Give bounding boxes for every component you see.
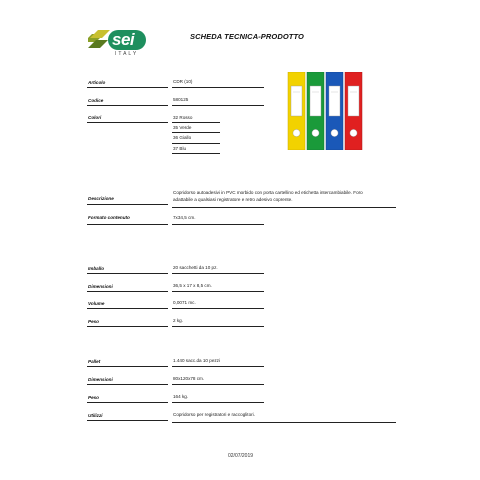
binder-yellow <box>288 72 305 150</box>
value-codice: 580125 <box>173 97 189 102</box>
value-pallet-dimensioni: 80x120x78 cm. <box>173 376 205 381</box>
value-descrizione-line2: adattabile a qualsiasi registratore e retro adesivo coprente. <box>173 197 293 202</box>
value-pallet: 1.440 sacc.da 10 pezzi <box>173 358 220 363</box>
label-articolo: Articolo <box>88 80 106 85</box>
value-peso: 2 kg. <box>173 318 183 323</box>
label-imballo: Imballo <box>88 266 105 271</box>
label-pallet-dimensioni: Dimensioni <box>88 377 113 382</box>
label-volume: Volume <box>88 301 105 306</box>
document-date: 02/07/2019 <box>228 453 254 459</box>
divider <box>172 122 220 123</box>
value-dimensioni: 36,5 x 17 x 8,5 cm. <box>173 283 212 288</box>
value-colore-4: 37 Blu <box>173 146 187 151</box>
value-formato: 7x34,5 cm. <box>173 215 196 220</box>
binder-green <box>307 72 324 150</box>
divider <box>87 308 168 309</box>
divider <box>87 402 168 403</box>
divider <box>172 153 220 154</box>
divider <box>172 422 396 423</box>
divider <box>172 402 264 403</box>
value-colore-2: 35 Verde <box>173 125 192 130</box>
page-title: SCHEDA TECNICA-PRODOTTO <box>190 32 304 41</box>
divider <box>87 366 168 367</box>
divider <box>87 420 168 421</box>
divider <box>87 122 168 123</box>
divider <box>87 273 168 274</box>
value-pallet-peso: 164 kg. <box>173 394 189 399</box>
binder-blue <box>326 72 343 150</box>
value-descrizione-line1: Copridorso autoadesivi in PVC morbido con porta cartellino ed etichetta intercambiabile. Foro <box>173 190 363 195</box>
divider <box>87 326 168 327</box>
value-articolo: CDR (10) <box>173 79 193 84</box>
divider <box>87 105 168 106</box>
divider <box>87 291 168 292</box>
label-colori: Colori <box>88 115 102 120</box>
divider <box>172 132 220 133</box>
divider <box>172 105 264 106</box>
binder-red <box>345 72 362 150</box>
divider <box>172 326 264 327</box>
value-colore-1: 32 Rosso <box>173 115 193 120</box>
value-imballo: 20 sacchetti da 10 pz. <box>173 265 218 270</box>
value-volume: 0,0071 mc. <box>173 300 196 305</box>
divider <box>172 384 264 385</box>
divider <box>172 143 220 144</box>
divider <box>87 87 168 88</box>
logo-subtitle: ITALY <box>115 51 139 57</box>
divider <box>87 384 168 385</box>
logo-text: sei <box>112 30 135 49</box>
label-descrizione: Descrizione <box>88 196 114 201</box>
divider <box>172 366 264 367</box>
product-image <box>287 72 367 150</box>
value-utilizzi: Copridorso per registratori e raccoglitori. <box>173 412 255 417</box>
label-pallet: Pallet <box>88 359 101 364</box>
divider <box>172 224 264 225</box>
label-formato: Formato contenuto <box>88 215 130 220</box>
divider <box>172 291 264 292</box>
divider <box>172 87 264 88</box>
value-colore-3: 36 Giallo <box>173 135 192 140</box>
label-pallet-peso: Peso <box>88 395 99 400</box>
divider <box>172 207 396 208</box>
divider <box>172 273 264 274</box>
divider <box>172 308 264 309</box>
label-peso: Peso <box>88 319 99 324</box>
label-dimensioni: Dimensioni <box>88 284 113 289</box>
label-codice: Codice <box>88 98 104 103</box>
divider <box>87 204 168 205</box>
label-utilizzi: Utilizzi <box>88 413 103 418</box>
divider <box>87 224 168 225</box>
